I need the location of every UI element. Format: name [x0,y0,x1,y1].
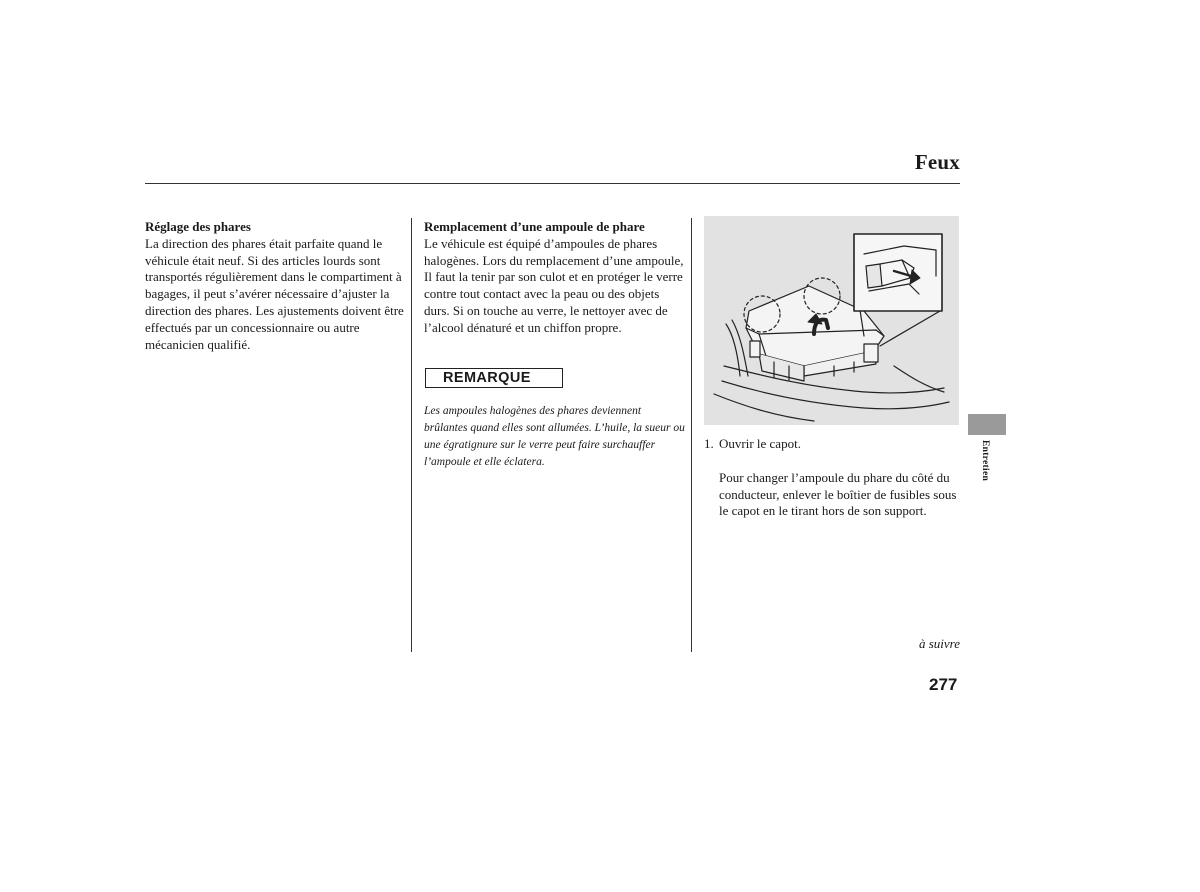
bulb-replacement-text: Le véhicule est équipé d’ampoules de phares halogènes. Lors du remplacement d’une ampoule, Il faut la tenir par son culot et en protéger le verre contre tout contact avec la peau ou des objets durs. Si on touche au verre, le nettoyer avec de l’alcool dénaturé et un chiffon propre. [424,235,684,335]
section-tab-label: Entretien [980,440,990,482]
section-tab [968,414,1006,435]
fuse-box-illustration [704,216,959,425]
page-number: 277 [929,675,958,694]
headlight-adjustment-text: La direction des phares était parfaite quand le véhicule était neuf. Si des articles lourds sont transportés régulièrement dans le compartiment à bagages, il peut s’avérer nécessaire d’ajuster la direction des phares. Les ajustements doivent être effectués par un concessionnaire ou autre mécanicien qualifié. [145,235,404,352]
headlight-adjustment-heading: Réglage des phares [145,219,251,234]
step-body [719,436,960,520]
page-title: Feux [914,150,960,174]
left-column [145,219,405,353]
notice-label: REMARQUE [425,368,563,388]
column-divider [691,218,692,652]
step-text: Ouvrir le capot. [719,436,801,451]
column-divider [411,218,412,652]
title-rule [145,183,960,184]
step-number: 1. [704,436,714,451]
step-detail: Pour changer l’ampoule du phare du côté du conducteur, enlever le boîtier de fusibles sous le capot en le tirant hors de son support. [719,469,957,519]
continued-label: à suivre [918,636,960,651]
notice-text: Les ampoules halogènes des phares deviennent brûlantes quand elles sont allumées. L’huile, la sueur ou une égratignure sur le verre peut faire surchauffer l’ampoule et elle éclatera. [424,405,685,468]
middle-column [424,219,686,337]
right-column [704,436,960,520]
bulb-replacement-heading: Remplacement d’une ampoule de phare [424,219,645,234]
fuse-box-drawing [704,216,959,425]
